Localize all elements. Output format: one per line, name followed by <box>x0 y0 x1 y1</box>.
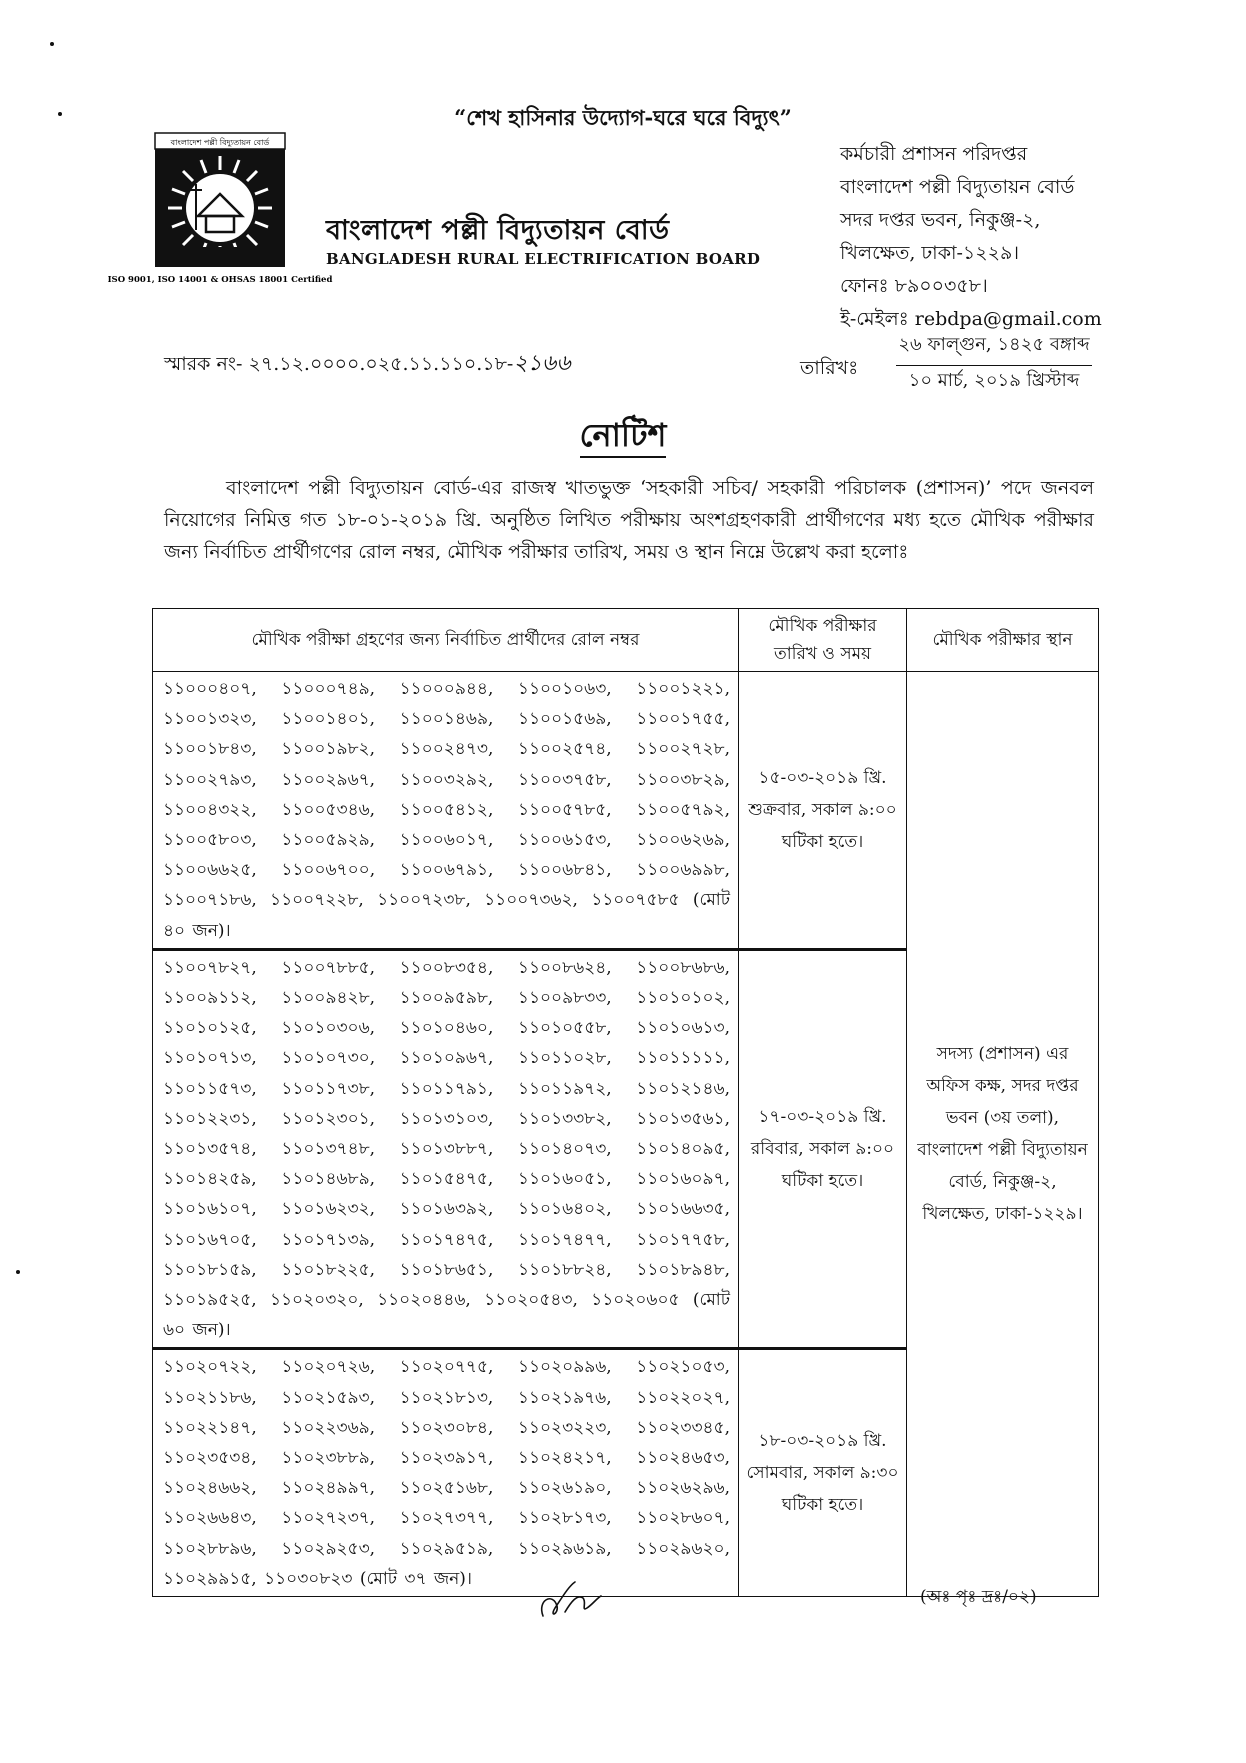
reb-logo <box>107 132 333 314</box>
date-label: তারিখঃ <box>800 357 859 379</box>
roll-numbers-cell: ১১০০০৪০৭, ১১০০০৭৪৯, ১১০০০৯৪৪, ১১০০১০৬৩, ১১০০১২২১, ১১০০১৩২৩, ১১০০১৪০১, ১১০০১৪৬৯, ১১০০১৫৬৯, ১১০০১৭৫৫, ১১০০১৮৪৩, ১১০০১৯৮২, ১১০০২৪৭৩, ১১০০২৫৭৪, ১১০০২৭২৮, ১১০০২৭৯৩, ১১০০২৯৬৭, ১১০০৩২৯২, ১১০০৩৭৫৮, ১১০০৩৮২৯, ১১০০৪৩২২, ১১০০৫৩৪৬, ১১০০৫৪১২, ১১০০৫৭৮৫, ১১০০৫৭৯২, ১১০০৫৮০৩, ১১০০৫৯২৯, ১১০০৬০১৭, ১১০০৬১৫৩, ১১০০৬২৬৯, ১১০০৬৬২৫, ১১০০৬৭০০, ১১০০৬৭৯১, ১১০০৬৮৪১, ১১০০৬৯৯৮, ১১০০৭১৮৬, ১১০০৭২২৮, ১১০০৭২৩৮, ১১০০৭৩৬২, ১১০০৭৫৮৫ (মোট ৪০ জন)। <box>153 672 739 950</box>
notice-intro: বাংলাদেশ পল্লী বিদ্যুতায়ন বোর্ড-এর রাজস্ব খাতভুক্ত ‘সহকারী সচিব/ সহকারী পরিচালক (প্রশাসন)’ পদে জনবল নিয়োগের নিমিত্ত গত ১৮-০১-২০১৯ খ্রি. অনুষ্ঠিত লিখিত পরীক্ষায় অংশগ্রহণকারী প্রার্থীগণের মধ্য হতে মৌখিক পরীক্ষার জন্য নির্বাচিত প্রার্থীগণের রোল নম্বর, মৌখিক পরীক্ষার তারিখ, সময় ও স্থান নিম্নে উল্লেখ করা হলোঃ <box>164 477 1094 563</box>
viva-schedule-table <box>152 608 1099 1597</box>
office-email: ই-মেইলঃ rebdpa@gmail.com <box>840 308 1102 330</box>
roll-numbers-cell: ১১০২০৭২২, ১১০২০৭২৬, ১১০২০৭৭৫, ১১০২০৯৯৬, ১১০২১০৫৩, ১১০২১১৮৬, ১১০২১৫৯৩, ১১০২১৮১৩, ১১০২১৯৭৬, ১১০২২০২৭, ১১০২২১৪৭, ১১০২২৩৬৯, ১১০২৩০৮৪, ১১০২৩২২৩, ১১০২৩৩৪৫, ১১০২৩৫৩৪, ১১০২৩৮৮৯, ১১০২৩৯১৭, ১১০২৪২১৭, ১১০২৪৬৫৩, ১১০২৪৬৬২, ১১০২৪৯৯৭, ১১০২৫১৬৮, ১১০২৬১৯০, ১১০২৬২৯৬, ১১০২৬৬৪৩, ১১০২৭২৩৭, ১১০২৭৩৭৭, ১১০২৮১৭৩, ১১০২৮৬০৭, ১১০২৮৮৯৬, ১১০২৯২৫৩, ১১০২৯৫১৯, ১১০২৯৬১৯, ১১০২৯৬২০, ১১০২৯৯১৫, ১১০৩০৮২৩ (মোট ৩৭ জন)। <box>153 1349 739 1597</box>
certification-text: ISO 9001, ISO 14001 & OHSAS 18001 Certified <box>107 275 333 285</box>
notice-title-text: নোটিশ <box>580 416 667 458</box>
scan-speck <box>58 112 62 116</box>
continued-note: (অঃ পৃঃ দ্রঃ/০২) <box>920 1587 1037 1607</box>
table-row <box>153 672 1099 950</box>
venue-cell: সদস্য (প্রশাসন) এর অফিস কক্ষ, সদর দপ্তর ভবন (৩য় তলা), বাংলাদেশ পল্লী বিদ্যুতায়ন বোর্ড, নিকুঞ্জ-২, খিলক্ষেত, ঢাকা-১২২৯। <box>907 672 1099 1597</box>
memo-handwritten-no: ২১৬৬ <box>513 351 571 376</box>
office-line: খিলক্ষেত, ঢাকা-১২২৯। <box>840 242 1020 264</box>
signature <box>535 1578 605 1624</box>
header-date-time: মৌখিক পরীক্ষার তারিখ ও সময় <box>739 609 907 672</box>
table-header-row <box>153 609 1099 672</box>
date-gregorian: ১০ মার্চ, ২০১৯ খ্রিস্টাব্দ <box>908 370 1080 391</box>
memo-label: স্মারক নং- ২৭.১২.০০০০.০২৫.১১.১১০.১৮- <box>164 353 514 375</box>
office-phone: ফোনঃ ৮৯০০৩৫৮। <box>840 275 988 297</box>
roll-numbers-cell: ১১০০৭৮২৭, ১১০০৭৮৮৫, ১১০০৮৩৫৪, ১১০০৮৬২৪, ১১০০৮৬৮৬, ১১০০৯১১২, ১১০০৯৪২৮, ১১০০৯৫৯৮, ১১০০৯৮৩৩, ১১০১০১০২, ১১০১০১২৫, ১১০১০৩০৬, ১১০১০৪৬০, ১১০১০৫৫৮, ১১০১০৬১৩, ১১০১০৭১৩, ১১০১০৭৩০, ১১০১০৯৬৭, ১১০১১০২৮, ১১০১১১১১, ১১০১১৫৭৩, ১১০১১৭৩৮, ১১০১১৭৯১, ১১০১১৯৭২, ১১০১২১৪৬, ১১০১২২৩১, ১১০১২৩০১, ১১০১৩১০৩, ১১০১৩৩৮২, ১১০১৩৫৬১, ১১০১৩৫৭৪, ১১০১৩৭৪৮, ১১০১৩৮৮৭, ১১০১৪০৭৩, ১১০১৪০৯৫, ১১০১৪২৫৯, ১১০১৪৬৮৯, ১১০১৫৪৭৫, ১১০১৬০৫১, ১১০১৬০৯৭, ১১০১৬১০৭, ১১০১৬২৩২, ১১০১৬৩৯২, ১১০১৬৪০২, ১১০১৬৬৩৫, ১১০১৬৭০৫, ১১০১৭১৩৯, ১১০১৭৪৭৫, ১১০১৭৪৭৭, ১১০১৭৭৫৮, ১১০১৮১৫৯, ১১০১৮২২৫, ১১০১৮৬৫১, ১১০১৮৮২৪, ১১০১৮৯৪৮, ১১০১৯৫২৫, ১১০২০৩২০, ১১০২০৪৪৬, ১১০২০৫৪৩, ১১০২০৬০৫ (মোট ৬০ জন)। <box>153 949 739 1349</box>
org-name-bn: বাংলাদেশ পল্লী বিদ্যুতায়ন বোর্ড <box>326 215 670 246</box>
office-line: কর্মচারী প্রশাসন পরিদপ্তর <box>840 143 1028 165</box>
header-venue: মৌখিক পরীক্ষার স্থান <box>907 609 1099 672</box>
scan-speck <box>50 42 54 46</box>
date-time-cell: ১৭-০৩-২০১৯ খ্রি. রবিবার, সকাল ৯:০০ ঘটিকা হতে। <box>739 949 907 1349</box>
office-line: বাংলাদেশ পল্লী বিদ্যুতায়ন বোর্ড <box>840 176 1075 198</box>
memo-number <box>164 346 571 383</box>
org-name-en: BANGLADESH RURAL ELECTRIFICATION BOARD <box>326 250 761 268</box>
logo-top-text: বাংলাদেশ পল্লী বিদ্যুতায়ন বোর্ড <box>170 138 270 147</box>
office-address <box>840 138 1102 336</box>
date-time-cell: ১৫-০৩-২০১৯ খ্রি. শুক্রবার, সকাল ৯:০০ ঘটিকা হতে। <box>739 672 907 950</box>
scan-speck <box>16 1270 20 1274</box>
office-line: সদর দপ্তর ভবন, নিকুঞ্জ-২, <box>840 209 1041 231</box>
header-rolls: মৌখিক পরীক্ষা গ্রহণের জন্য নির্বাচিত প্রার্থীদের রোল নম্বর <box>153 609 739 672</box>
date-bengali: ২৬ ফাল্গুন, ১৪২৫ বঙ্গাব্দ <box>896 330 1092 366</box>
notice-title <box>0 410 1246 464</box>
date-time-cell: ১৮-০৩-২০১৯ খ্রি. সোমবার, সকাল ৯:৩০ ঘটিকা হতে। <box>739 1349 907 1597</box>
slogan: “শেখ হাসিনার উদ্যোগ-ঘরে ঘরে বিদ্যুৎ” <box>454 105 792 130</box>
